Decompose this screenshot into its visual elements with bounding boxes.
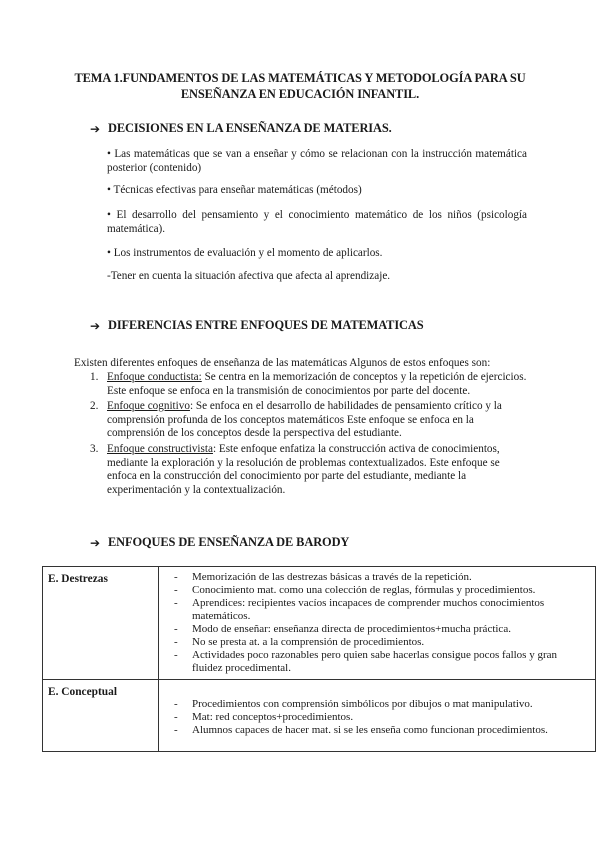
enfoque-term: Enfoque constructivista	[107, 442, 213, 455]
row-content	[159, 680, 596, 752]
list-item	[164, 724, 590, 737]
row-label: E. Destrezas	[43, 567, 159, 680]
enfoque-text: Se centra en la memorización de conceptos y la repetición de ejercicios. Este enfoque se enfoca en la transmisión de conocimientos por parte del docente.	[107, 371, 527, 397]
item-text: Procedimientos con comprensión simbólicos por dibujos o mat manipulativo.	[192, 698, 533, 710]
bullet-evaluacion: • Los instrumentos de evaluación y el momento de aplicarlos.	[107, 247, 383, 259]
list-number: 2.	[90, 400, 99, 413]
barody-table	[42, 566, 596, 752]
list-item	[164, 698, 590, 711]
row-content	[159, 567, 596, 680]
arrow-icon: ➔	[90, 318, 100, 333]
dash-marker: -	[174, 584, 178, 596]
title-line-2: ENSEÑANZA EN EDUCACIÓN INFANTIL.	[180, 87, 420, 101]
list-item	[164, 584, 590, 597]
arrow-icon: ➔	[90, 535, 100, 550]
enfoque-term: Enfoque conductista:	[107, 371, 202, 383]
dash-marker: -	[174, 623, 178, 635]
list-item	[164, 623, 590, 636]
list-item	[90, 400, 528, 441]
dash-marker: -	[174, 711, 178, 723]
title-line-1: TEMA 1.FUNDAMENTOS DE LAS MATEMÁTICAS Y METODOLOGÍA PARA SU	[74, 71, 526, 85]
row-label: E. Conceptual	[43, 680, 159, 752]
list-item	[90, 371, 528, 398]
document-title	[60, 70, 540, 102]
section-heading-text: DIFERENCIAS ENTRE ENFOQUES DE MATEMATICAS	[107, 318, 424, 332]
list-item	[164, 636, 590, 649]
list-item	[164, 711, 590, 724]
section-heading-decisiones	[90, 121, 392, 136]
list-number: 3.	[90, 442, 99, 455]
section-heading-text: ENFOQUES DE ENSEÑANZA DE BARODY	[107, 535, 350, 549]
arrow-icon: ➔	[90, 121, 100, 136]
list-item	[164, 571, 590, 584]
table-row	[43, 680, 596, 752]
section-heading-barody	[90, 535, 349, 550]
item-text: Conocimiento mat. como una colección de reglas, fórmulas y procedimientos.	[192, 584, 536, 596]
section-heading-diferencias	[90, 318, 424, 333]
enfoque-text: : Este enfoque enfatiza la construcción activa de conocimientos, mediante la exploración y la resolución de problemas contextualizados. Este enfoque se enfoca en la construcción del conocimiento por parte del estudiante, mediante la experimentación y la contextualización.	[107, 442, 500, 496]
item-text: No se presta at. a la comprensión de procedimientos.	[192, 636, 425, 648]
dash-marker: -	[174, 649, 178, 661]
list-item	[90, 443, 528, 497]
dash-marker: -	[174, 724, 178, 736]
bullet-psicologia: • El desarrollo del pensamiento y el conocimiento matemático de los niños (psicología matemática).	[107, 209, 527, 235]
bullet-afectiva: -Tener en cuenta la situación afectiva que afecta al aprendizaje.	[107, 270, 391, 282]
dash-marker: -	[174, 636, 178, 648]
dash-marker: -	[174, 571, 178, 583]
enfoque-text: : Se enfoca en el desarrollo de habilidades de pensamiento crítico y la comprensión profunda de los conceptos matemáticos Este enfoque se enfoca en la comprensión de los conceptos desde la perspectiva del estudiante.	[107, 400, 502, 440]
table-row	[43, 567, 596, 680]
bullet-metodos: • Técnicas efectivas para enseñar matemáticas (métodos)	[107, 184, 362, 196]
dash-marker: -	[174, 698, 178, 710]
enfoque-term: Enfoque cognitivo	[107, 400, 190, 413]
item-text: Mat: red conceptos+procedimientos.	[192, 711, 354, 723]
enfoques-list	[90, 371, 528, 499]
list-item	[164, 597, 590, 623]
list-number: 1.	[90, 371, 99, 383]
enfoques-intro: Existen diferentes enfoques de enseñanza de las matemáticas Algunos de estos enfoques son:	[74, 357, 491, 369]
item-text: Alumnos capaces de hacer mat. si se les enseña como funcionan procedimientos.	[192, 724, 548, 736]
section-heading-text: DECISIONES EN LA ENSEÑANZA DE MATERIAS.	[107, 121, 392, 135]
item-text: Memorización de las destrezas básicas a través de la repetición.	[192, 571, 472, 583]
list-item	[164, 649, 590, 675]
item-text: Actividades poco razonables pero quien sabe hacerlas consigue pocos fallos y gran fluidez procedimental.	[192, 649, 558, 674]
item-text: Aprendices: recipientes vacíos incapaces de comprender muchos conocimientos matemáticos.	[192, 597, 545, 622]
dash-marker: -	[174, 597, 178, 609]
item-text: Modo de enseñar: enseñanza directa de procedimientos+mucha práctica.	[192, 623, 511, 635]
bullet-contenido: • Las matemáticas que se van a enseñar y cómo se relacionan con la instrucción matemática posterior (contenido)	[107, 148, 527, 174]
